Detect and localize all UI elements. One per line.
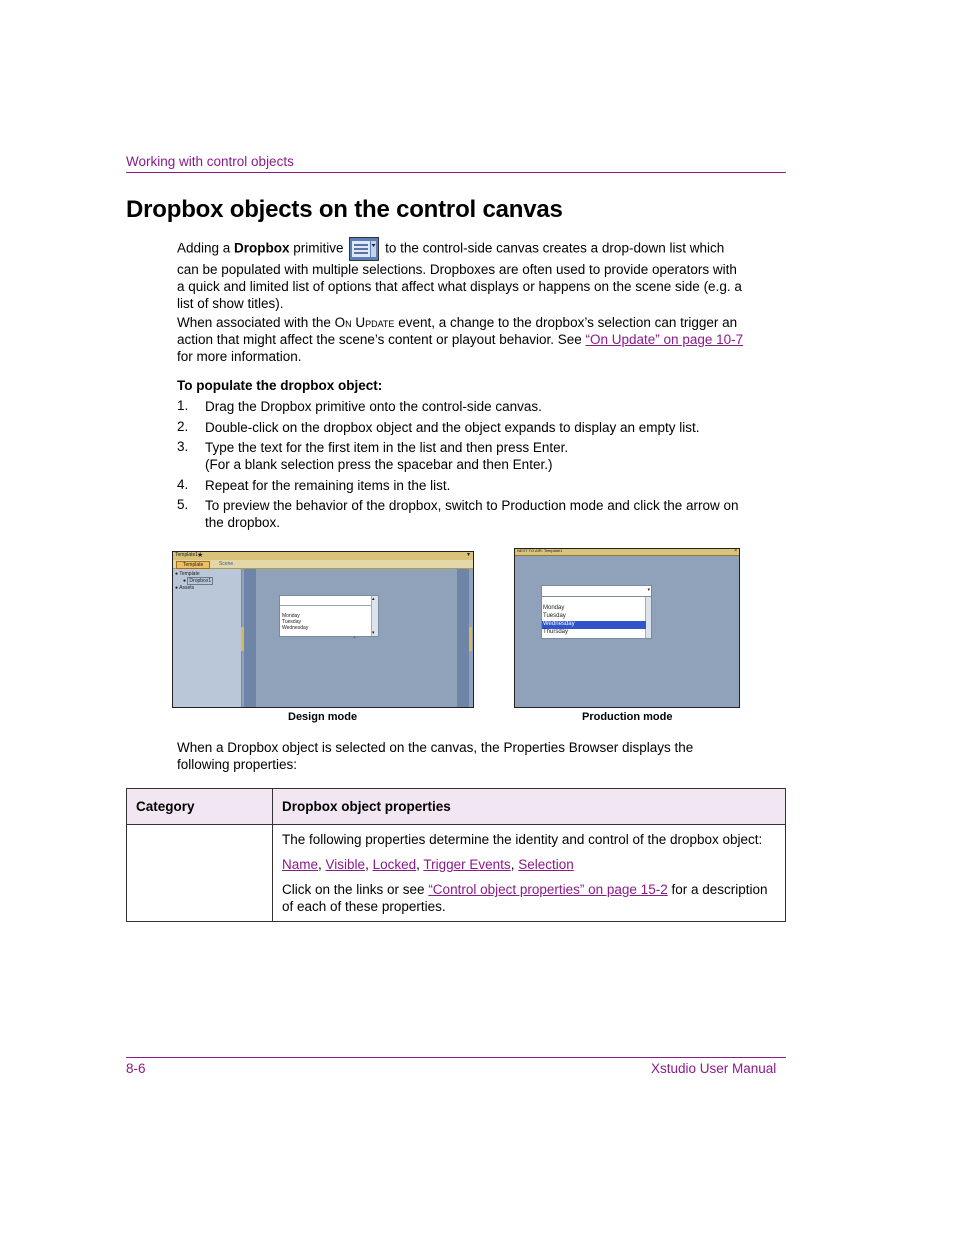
step-text: Type the text for the first item in the list and then press Enter. — [205, 440, 569, 455]
category-cell — [127, 825, 273, 922]
design-tree-panel — [173, 569, 242, 707]
footer-rule — [126, 1057, 786, 1058]
list-item[interactable]: Thursday — [543, 629, 569, 635]
on-update-term: On Update — [334, 315, 395, 330]
list-item[interactable]: Monday — [543, 605, 565, 611]
control-object-properties-link[interactable]: “Control object properties” on page 15-2 — [428, 882, 668, 897]
close-icon[interactable]: × — [734, 548, 737, 554]
step-number: 2. — [177, 419, 189, 434]
properties-cell — [273, 825, 786, 922]
star-icon: ★ — [197, 552, 204, 559]
step-note: (For a blank selection press the spacebar and then Enter.) — [205, 457, 553, 472]
visible-link[interactable]: Visible — [325, 857, 366, 872]
intro-text: to the control-side canvas creates a drop-down list which can be populated with multiple selections. Dropboxes are often used to provide operators with a quick and limited list of options that affect what displays or happens on the scene side (e.g. a list of show titles). — [177, 240, 742, 312]
step-number: 1. — [177, 398, 189, 413]
properties-table — [126, 788, 786, 922]
cursor-crosshair-icon: + — [353, 635, 356, 641]
production-window-title: NEXT TO AIR: Template1 — [517, 548, 563, 553]
column-header-properties: Dropbox object properties — [273, 789, 786, 825]
list-item[interactable]: Tuesday — [282, 619, 301, 625]
reference-text: for a description of each of these properties. — [282, 882, 768, 914]
tree-node-icon: ● — [175, 585, 179, 591]
step-number: 3. — [177, 439, 189, 454]
tree-item-template[interactable]: Template — [179, 571, 200, 577]
dropbox-field[interactable] — [280, 596, 378, 606]
dropbox-primitive-icon — [349, 237, 379, 261]
design-tabbar — [173, 560, 473, 569]
step-text: To preview the behavior of the dropbox, switch to Production mode and click the arrow on the dropbox. — [205, 498, 739, 530]
properties-intro: When a Dropbox object is selected on the canvas, the Properties Browser displays the following properties: — [177, 740, 694, 773]
design-window-title: Template1 — [175, 552, 199, 558]
tab-scene[interactable]: Scene — [219, 561, 234, 567]
step-text: Drag the Dropbox primitive onto the control-side canvas. — [205, 399, 542, 414]
step-number: 5. — [177, 497, 189, 512]
close-icon: ▾ — [466, 552, 470, 558]
design-ruler-left — [244, 569, 256, 707]
on-update-link[interactable]: “On Update” on page 10-7 — [585, 332, 744, 348]
manual-title: Xstudio User Manual — [651, 1061, 777, 1076]
dropdown-arrow-icon[interactable]: ▾ — [647, 587, 650, 593]
scroll-down-icon[interactable]: ▾ — [372, 630, 375, 636]
dropbox-term: Dropbox — [234, 240, 290, 256]
table-header-row — [127, 789, 786, 825]
tab-template[interactable]: Template — [176, 561, 210, 569]
tree-node-icon: ● — [183, 578, 187, 584]
column-header-category: Category — [127, 789, 273, 825]
property-links: Name, Visible, Locked, Trigger Events, Selection — [282, 857, 574, 872]
trigger-events-link[interactable]: Trigger Events — [423, 857, 511, 872]
page-number: 8-6 — [126, 1061, 146, 1076]
procedure-heading: To populate the dropbox object: — [177, 378, 383, 393]
name-link[interactable]: Name — [282, 857, 319, 872]
intro-text: primitive — [289, 240, 348, 256]
list-item-selected[interactable]: Wednesday — [542, 621, 646, 629]
intro-text: When associated with the — [177, 315, 335, 330]
tree-item-assets[interactable]: Assets — [179, 585, 195, 591]
design-mode-caption: Design mode — [288, 711, 358, 723]
page-title: Dropbox objects on the control canvas — [126, 196, 563, 223]
intro-paragraph-1 — [177, 237, 747, 313]
design-ruler-right — [457, 569, 469, 707]
list-item[interactable]: Tuesday — [543, 613, 566, 619]
scroll-up-icon[interactable]: ▴ — [372, 596, 375, 602]
list-item[interactable]: Wednesday — [282, 625, 309, 631]
table-row — [127, 825, 786, 922]
design-dropbox[interactable] — [279, 595, 379, 637]
splitter-handle[interactable] — [469, 627, 472, 651]
list-item[interactable]: Monday — [282, 613, 300, 619]
intro-paragraph-2 — [177, 314, 747, 366]
selection-link[interactable]: Selection — [518, 857, 574, 872]
intro-text: Adding a — [177, 240, 235, 256]
production-mode-screenshot — [514, 548, 740, 708]
step-text: Repeat for the remaining items in the list. — [205, 478, 451, 493]
production-dropdown-list[interactable] — [541, 596, 652, 639]
tree-node-icon: ● — [175, 571, 179, 577]
properties-description: The following properties determine the identity and control of the dropbox object: — [282, 832, 763, 847]
step-number: 4. — [177, 477, 189, 492]
running-header: Working with control objects — [126, 154, 294, 169]
production-titlebar — [515, 549, 739, 556]
design-mode-screenshot — [172, 551, 474, 708]
locked-link[interactable]: Locked — [372, 857, 417, 872]
intro-text: for more information. — [177, 349, 302, 365]
scrollbar[interactable] — [371, 596, 378, 636]
header-rule — [126, 172, 786, 173]
properties-reference — [282, 881, 776, 915]
scrollbar[interactable] — [645, 597, 651, 638]
step-text: Double-click on the dropbox object and the object expands to display an empty list. — [205, 420, 700, 435]
reference-text: Click on the links or see — [282, 882, 429, 897]
production-mode-caption: Production mode — [582, 711, 673, 723]
tree-item-dropbox[interactable]: Dropbox1 — [189, 578, 212, 584]
intro-text: event, a change to the dropbox’s selection can trigger an action that might affect the scene’s content or playout behavior. See — [177, 315, 738, 348]
